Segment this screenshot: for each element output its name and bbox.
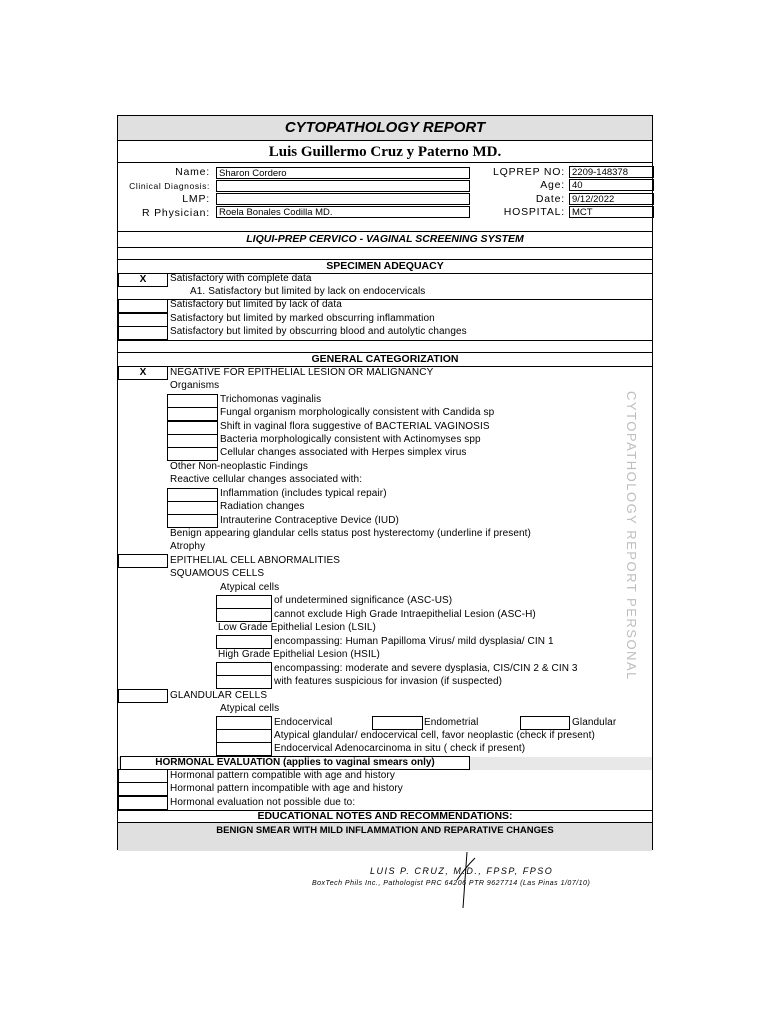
endocervical-label: Endocervical [274,717,333,728]
name-field[interactable]: Sharon Cordero [216,167,470,179]
report-form [117,115,653,850]
asc-us-checkbox[interactable] [216,595,272,609]
organism-checkbox[interactable] [167,434,218,448]
lsil-label: Low Grade Epithelial Lesion (LSIL) [218,622,376,633]
hormonal-option: Hormonal pattern compatible with age and history [170,770,395,781]
hormonal-title: HORMONAL EVALUATION (applies to vaginal smears only) [120,756,470,770]
hospital-label: HOSPITAL: [503,206,565,218]
lqprep-label: LQPREP NO: [493,166,565,178]
lsil-checkbox[interactable] [216,635,272,649]
age-field[interactable]: 40 [569,179,654,191]
atypical-cells-label: Atypical cells [220,582,280,593]
asc-h-label: cannot exclude High Grade Intraepithelial Lesion (ASC-H) [274,609,536,620]
hormonal-checkbox[interactable] [118,782,168,796]
lqprep-field[interactable]: 2209-148378 [569,166,654,178]
notes-title: EDUCATIONAL NOTES AND RECOMMENDATIONS: [257,810,513,822]
reactive-checkbox[interactable] [167,514,218,528]
reactive-option: Inflammation (includes typical repair) [220,488,387,499]
hsil-label: High Grade Epithelial Lesion (HSIL) [218,649,380,660]
physician-label: R Physician: [142,207,210,219]
organism-checkbox[interactable] [167,394,218,408]
endometrial-label: Endometrial [424,717,479,728]
reactive-label: Reactive cellular changes associated with: [170,474,363,485]
signature-name: LUIS P. CRUZ, M.D., FPSP, FPSO [370,866,554,876]
organism-option: Cellular changes associated with Herpes simplex virus [220,447,467,458]
hormonal-option: Hormonal pattern incompatible with age and history [170,783,403,794]
watermark-text: CYTOPATHOLOGY REPORT PERSONAL [624,391,639,681]
divider [118,340,652,341]
organism-option: Bacteria morphologically consistent with Actinomyses spp [220,434,481,445]
organism-checkbox[interactable] [167,407,218,421]
glandular-checkbox[interactable] [118,689,168,703]
glandular-atypical-label: Atypical cells [220,703,280,714]
date-label: Date: [535,193,565,205]
organism-option: Shift in vaginal flora suggestive of BACTERIAL VAGINOSIS [220,421,490,432]
hsil-encompassing: encompassing: moderate and severe dysplasia, CIS/CIN 2 & CIN 3 [274,663,578,674]
specimen-checkbox[interactable]: X [118,273,168,287]
endometrial-checkbox[interactable] [372,716,423,730]
specimen-checkbox[interactable] [118,313,168,327]
glandular-option-label: Glandular [572,717,617,728]
epithelial-label: EPITHELIAL CELL ABNORMALITIES [170,555,340,566]
invasion-label: with features suspicious for invasion (if suspected) [274,676,503,687]
atrophy-label: Atrophy [170,541,206,552]
doctor-name: Luis Guillermo Cruz y Paterno MD. [268,144,502,160]
organism-checkbox[interactable] [167,421,218,435]
divider [118,231,652,232]
specimen-option: Satisfactory but limited by obscurring blood and autolytic changes [170,326,467,337]
hsil-checkbox[interactable] [216,662,272,676]
specimen-option: Satisfactory but limited by marked obscurring inflammation [170,313,435,324]
divider [118,162,652,163]
report-title: CYTOPATHOLOGY REPORT [118,116,652,141]
system-title: LIQUI-PREP CERVICO - VAGINAL SCREENING SYSTEM [246,233,524,245]
general-categorization-title: GENERAL CATEGORIZATION [311,353,459,365]
hormonal-checkbox[interactable] [118,769,168,783]
vertical-watermark [624,391,646,681]
glandular-label: GLANDULAR CELLS [170,690,268,701]
negative-checkbox[interactable]: X [118,366,168,380]
specimen-option: A1. Satisfactory but limited by lack on endocervicals [190,286,426,297]
other-findings-label: Other Non-neoplastic Findings [170,461,308,472]
specimen-checkbox[interactable] [118,299,168,313]
specimen-option: Satisfactory with complete data [170,273,312,284]
endocervical-checkbox[interactable] [216,716,272,730]
adenocarcinoma-label: Endocervical Adenocarcinoma in situ ( check if present) [274,743,526,754]
recommendation-text: BENIGN SMEAR WITH MILD INFLAMMATION AND REPARATIVE CHANGES [216,825,554,836]
benign-glandular-label: Benign appearing glandular cells status post hysterectomy (underline if present) [170,528,531,539]
reactive-checkbox[interactable] [167,488,218,502]
invasion-checkbox[interactable] [216,675,272,689]
atypical-glandular-checkbox[interactable] [216,729,272,743]
clinical-diagnosis-field[interactable] [216,180,470,192]
negative-label: NEGATIVE FOR EPITHELIAL LESION OR MALIGNANCY [170,367,434,378]
glandular-option-checkbox[interactable] [520,716,570,730]
epithelial-checkbox[interactable] [118,554,168,568]
reactive-checkbox[interactable] [167,501,218,515]
squamous-label: SQUAMOUS CELLS [170,568,265,579]
lsil-encompassing: encompassing: Human Papilloma Virus/ mild dysplasia/ CIN 1 [274,636,554,647]
organisms-label: Organisms [170,380,220,391]
hormonal-option: Hormonal evaluation not possible due to: [170,797,356,808]
adenocarcinoma-checkbox[interactable] [216,742,272,756]
hospital-field[interactable]: MCT [569,206,654,218]
organism-option: Trichomonas vaginalis [220,394,322,405]
lmp-label: LMP: [182,193,210,205]
asc-us-label: of undetermined significance (ASC-US) [274,595,453,606]
clinical-diagnosis-label: Clinical Diagnosis: [129,181,210,191]
reactive-option: Radiation changes [220,501,305,512]
organism-option: Fungal organism morphologically consistent with Candida sp [220,407,495,418]
organism-checkbox[interactable] [167,447,218,461]
physician-field[interactable]: Roela Bonales Codilla MD. [216,206,470,218]
divider [118,247,652,248]
atypical-glandular-label: Atypical glandular/ endocervical cell, favor neoplastic (check if present) [274,730,595,741]
hormonal-checkbox[interactable] [118,796,168,810]
specimen-adequacy-title: SPECIMEN ADEQUACY [326,260,444,272]
lmp-field[interactable] [216,193,470,205]
specimen-checkbox[interactable] [118,326,168,340]
age-label: Age: [540,179,565,191]
asc-h-checkbox[interactable] [216,608,272,622]
specimen-option: Satisfactory but limited by lack of data [170,299,342,310]
reactive-option: Intrauterine Contraceptive Device (IUD) [220,515,399,526]
date-field[interactable]: 9/12/2022 [569,193,654,205]
signature-subtitle: BoxTech Phils Inc., Pathologist PRC 64206 PTR 9627714 (Las Pinas 1/07/10) [312,880,591,887]
name-label: Name: [175,166,210,178]
